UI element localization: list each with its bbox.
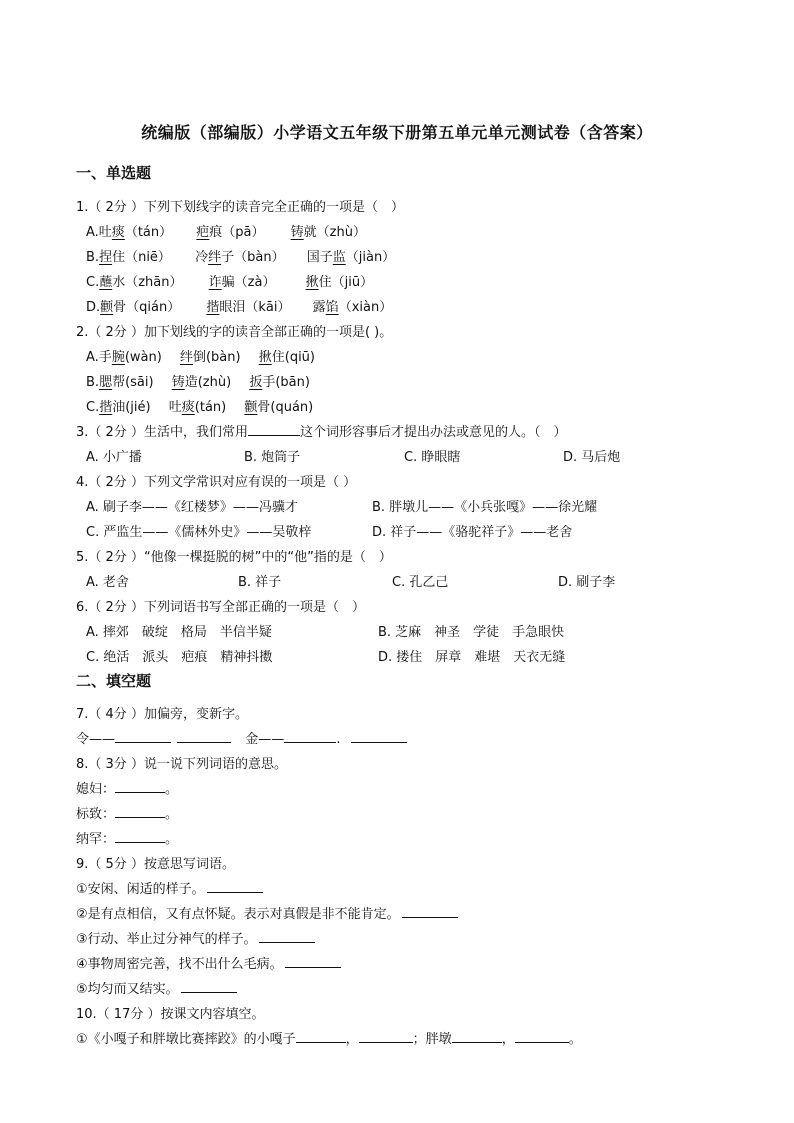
answer-blank[interactable] <box>402 905 458 918</box>
answer-blank[interactable] <box>115 830 165 843</box>
q7-answer-line: 令—— 金—— . <box>76 728 407 747</box>
q9-item-2: ②是有点相信，又有点怀疑。表示对真假是非不能肯定。 <box>76 903 458 922</box>
q9-item-3: ③行动、举止过分神气的样子。 <box>76 928 315 947</box>
question-4-stem: 4.（ 2分 ）下列文学常识对应有误的一项是（ ） <box>76 475 357 490</box>
q2-option-b[interactable]: B.腮帮(sāi) 铸造(zhù) 扳手(bān) <box>86 375 310 390</box>
q1-option-d[interactable]: D.颧骨（qián） 揩眼泪（kāi） 露馅（xiàn） <box>86 300 393 315</box>
page-title: 统编版（部编版）小学语文五年级下册第五单元单元测试卷（含答案） <box>141 123 653 142</box>
q1-option-c[interactable]: C.蘸水（zhān） 诈骗（zà） 揪住（jiū） <box>86 275 374 290</box>
answer-blank[interactable] <box>115 730 171 743</box>
question-5-stem: 5.（ 2分 ）“他像一棵挺脱的树”中的“他”指的是（ ） <box>76 550 392 565</box>
q3-option-a[interactable]: A. 小广播 <box>86 450 142 465</box>
q1-option-b[interactable]: B.捏住（niē） 冷绊子（bàn） 国子监（jiàn） <box>86 250 396 265</box>
q6-option-c[interactable]: C. 绝活 派头 疤痕 精神抖擞 <box>86 650 273 665</box>
answer-blank[interactable] <box>296 1030 346 1043</box>
section-heading-fill-in: 二、填空题 <box>76 672 152 690</box>
q5-option-a[interactable]: A. 老舍 <box>86 575 129 590</box>
q5-option-b[interactable]: B. 祥子 <box>238 575 282 590</box>
question-9-stem: 9.（ 5分 ）按意思写词语。 <box>76 857 235 872</box>
q3-option-c[interactable]: C. 睁眼瞎 <box>404 450 461 465</box>
answer-blank[interactable] <box>248 423 300 436</box>
section-heading-single-choice: 一、单选题 <box>76 164 152 182</box>
q2-option-c[interactable]: C.揩油(jié) 吐痰(tán) 颧骨(quán) <box>86 400 314 415</box>
q4-option-a[interactable]: A. 刷子李——《红楼梦》——冯骥才 <box>86 500 298 515</box>
q2-option-a[interactable]: A.手腕(wàn) 绊倒(bàn) 揪住(qiū) <box>86 350 315 365</box>
answer-blank[interactable] <box>284 730 336 743</box>
q9-item-1: ①安闲、闲适的样子。 <box>76 878 263 897</box>
answer-blank[interactable] <box>285 955 341 968</box>
question-2-stem: 2.（ 2分 ）加下划线的字的读音全部正确的一项是( )。 <box>76 325 393 340</box>
q4-option-b[interactable]: B. 胖墩儿——《小兵张嘎》——徐光耀 <box>372 500 598 515</box>
answer-blank[interactable] <box>177 730 231 743</box>
q8-item-2: 标致： 。 <box>76 807 179 822</box>
q8-item-3: 纳罕： 。 <box>76 832 179 847</box>
q1-option-a[interactable]: A.吐痰（tán） 疤痕（pā） 铸就（zhù） <box>86 225 366 240</box>
answer-blank[interactable] <box>115 780 165 793</box>
q9-item-4: ④事物周密完善，找不出什么毛病。 <box>76 953 341 972</box>
answer-blank[interactable] <box>259 930 315 943</box>
question-3-stem: 3.（ 2分 ）生活中，我们常用 这个词形容事后才提出办法或意见的人。（ ） <box>76 425 567 440</box>
question-6-stem: 6.（ 2分 ）下列词语书写全部正确的一项是（ ） <box>76 600 365 615</box>
question-7-stem: 7.（ 4分 ）加偏旁，变新字。 <box>76 707 248 722</box>
answer-blank[interactable] <box>115 805 165 818</box>
q10-item-1: ①《小嘎子和胖墩比赛摔跤》的小嘎子 ， ；胖墩 ， 。 <box>76 1032 582 1047</box>
q6-option-b[interactable]: B. 芝麻 神圣 学徒 手急眼快 <box>378 625 565 640</box>
q9-item-5: ⑤均匀而又结实。 <box>76 978 237 997</box>
answer-blank[interactable] <box>351 730 407 743</box>
q6-option-d[interactable]: D. 搂住 屏章 难堪 天衣无缝 <box>378 650 566 665</box>
q4-option-c[interactable]: C. 严监生——《儒林外史》——吴敬梓 <box>86 525 312 540</box>
q5-option-d[interactable]: D. 刷子李 <box>558 575 616 590</box>
answer-blank[interactable] <box>515 1030 569 1043</box>
answer-blank[interactable] <box>452 1030 502 1043</box>
question-1-stem: 1.（ 2分 ）下列下划线字的读音完全正确的一项是（ ） <box>76 200 404 215</box>
answer-blank[interactable] <box>207 880 263 893</box>
q4-option-d[interactable]: D. 祥子——《骆驼祥子》——老舍 <box>372 525 573 540</box>
q8-item-1: 媳妇： 。 <box>76 782 179 797</box>
q3-option-d[interactable]: D. 马后炮 <box>563 450 621 465</box>
q5-option-c[interactable]: C. 孔乙己 <box>392 575 449 590</box>
answer-blank[interactable] <box>359 1030 413 1043</box>
q6-option-a[interactable]: A. 摔郊 破绽 格局 半信半疑 <box>86 625 272 640</box>
question-8-stem: 8.（ 3分 ）说一说下列词语的意思。 <box>76 757 287 772</box>
q3-option-b[interactable]: B. 炮筒子 <box>244 450 301 465</box>
answer-blank[interactable] <box>181 980 237 993</box>
question-10-stem: 10.（ 17分 ）按课文内容填空。 <box>76 1007 265 1022</box>
